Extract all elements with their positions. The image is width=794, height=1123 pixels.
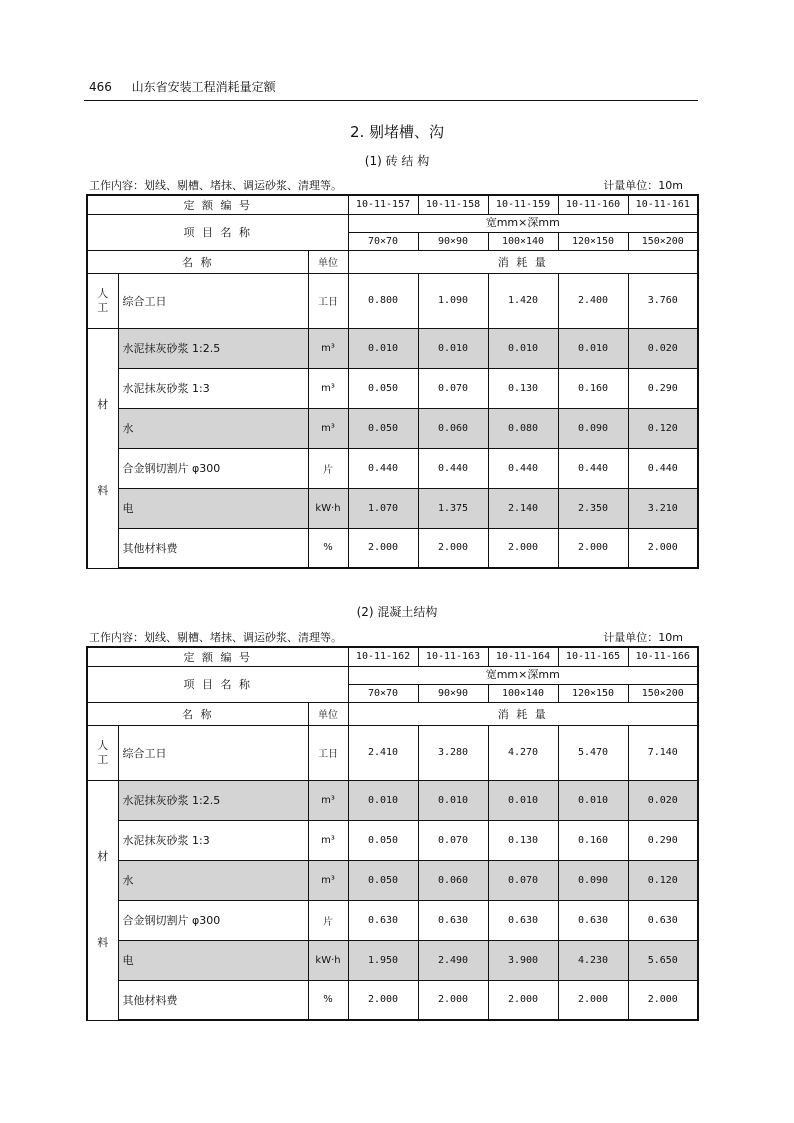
measure-unit: 计量单位：10m [603,631,683,644]
consumption-header: 消 耗 量 [348,250,698,273]
consumption-value: 0.070 [418,820,488,860]
resource-unit: m³ [308,860,348,900]
dimension-value: 90×90 [418,232,488,250]
resource-name: 合金钢切割片 φ300 [118,900,308,940]
consumption-value: 0.010 [558,328,628,368]
resource-unit: m³ [308,780,348,820]
table-1-subtitle: (1) 砖 结 构 [364,154,430,168]
labor-category [87,273,118,328]
consumption-value: 0.010 [488,780,558,820]
column-header-row [87,702,698,725]
item-name-label: 项 目 名 称 [87,666,348,702]
resource-name: 综合工日 [118,725,308,780]
quota-code: 10-11-166 [628,647,698,666]
consumption-value: 0.060 [418,408,488,448]
consumption-value: 0.440 [418,448,488,488]
consumption-value: 4.230 [558,940,628,980]
dimension-header: 宽mm×深mm [348,214,698,232]
section-title: 2. 剔堵槽、沟 [349,123,445,141]
consumption-value: 0.060 [418,860,488,900]
consumption-value: 0.120 [628,860,698,900]
consumption-value: 0.160 [558,820,628,860]
table-row [87,725,698,780]
dimension-value: 100×140 [488,232,558,250]
consumption-value: 0.160 [558,368,628,408]
consumption-value: 0.010 [488,328,558,368]
consumption-value: 1.070 [348,488,418,528]
name-column-header: 名 称 [87,702,308,725]
table-row [87,448,698,488]
code-row [87,195,698,214]
dimension-value: 150×200 [628,684,698,702]
item-name-label: 项 目 名 称 [87,214,348,250]
consumption-value: 0.630 [488,900,558,940]
dim-header-row [87,666,698,684]
consumption-value: 0.010 [348,328,418,368]
consumption-value: 0.130 [488,368,558,408]
quota-code: 10-11-158 [418,195,488,214]
consumption-value: 0.070 [488,860,558,900]
consumption-value: 2.000 [488,528,558,568]
consumption-value: 5.470 [558,725,628,780]
unit-column-header: 单位 [308,250,348,273]
quota-code: 10-11-163 [418,647,488,666]
table-row [87,328,698,368]
consumption-value: 2.350 [558,488,628,528]
consumption-value: 2.000 [418,980,488,1020]
consumption-value: 0.010 [418,328,488,368]
page-header [89,78,276,95]
consumption-value: 0.440 [348,448,418,488]
table-row [87,980,698,1020]
table-row [87,940,698,980]
consumption-value: 0.630 [558,900,628,940]
material-category-label-1: 材 [97,398,109,411]
dimension-value: 70×70 [348,232,418,250]
consumption-value: 0.050 [348,408,418,448]
page-number: 466 [89,80,112,94]
consumption-value: 2.000 [488,980,558,1020]
dimension-header: 宽mm×深mm [348,666,698,684]
resource-name: 水泥抹灰砂浆 1:3 [118,368,308,408]
table-row [87,273,698,328]
material-category-label-2: 料 [97,484,109,497]
consumption-value: 2.000 [348,980,418,1020]
consumption-value: 0.050 [348,860,418,900]
dimension-value: 120×150 [558,684,628,702]
quota-code: 10-11-164 [488,647,558,666]
resource-unit: kW·h [308,488,348,528]
consumption-value: 3.280 [418,725,488,780]
quota-code-label: 定 额 编 号 [87,647,348,666]
resource-unit: kW·h [308,940,348,980]
consumption-value: 1.950 [348,940,418,980]
consumption-value: 4.270 [488,725,558,780]
resource-name: 电 [118,940,308,980]
consumption-value: 5.650 [628,940,698,980]
resource-unit: 片 [308,448,348,488]
table-row [87,408,698,448]
consumption-value: 1.375 [418,488,488,528]
quota-code: 10-11-161 [628,195,698,214]
consumption-value: 0.050 [348,368,418,408]
table-row [87,528,698,568]
material-category [87,328,118,568]
resource-unit: m³ [308,368,348,408]
quota-code: 10-11-160 [558,195,628,214]
consumption-value: 0.290 [628,820,698,860]
dimension-value: 120×150 [558,232,628,250]
consumption-value: 0.020 [628,328,698,368]
work-content: 工作内容：划线、剔槽、堵抹、调运砂浆、清理等。 [89,179,342,192]
consumption-value: 3.760 [628,273,698,328]
resource-name: 其他材料费 [118,528,308,568]
table-row [87,860,698,900]
resource-unit: % [308,980,348,1020]
resource-name: 水 [118,408,308,448]
work-content: 工作内容：划线、剔槽、堵抹、调运砂浆、清理等。 [89,631,342,644]
consumption-value: 0.010 [418,780,488,820]
table-1-work-line [89,177,695,193]
consumption-value: 0.800 [348,273,418,328]
resource-name: 电 [118,488,308,528]
resource-name: 水泥抹灰砂浆 1:2.5 [118,328,308,368]
consumption-value: 2.000 [558,528,628,568]
resource-name: 水 [118,860,308,900]
material-category [87,780,118,1020]
measure-unit: 计量单位：10m [603,179,683,192]
consumption-value: 0.080 [488,408,558,448]
dimension-value: 150×200 [628,232,698,250]
resource-unit: m³ [308,408,348,448]
resource-name: 水泥抹灰砂浆 1:3 [118,820,308,860]
name-column-header: 名 称 [87,250,308,273]
consumption-value: 0.090 [558,408,628,448]
consumption-value: 0.050 [348,820,418,860]
book-title: 山东省安装工程消耗量定额 [131,80,276,94]
material-category-label-1: 材 [97,850,109,863]
consumption-value: 3.900 [488,940,558,980]
consumption-value: 0.010 [348,780,418,820]
consumption-value: 0.440 [488,448,558,488]
table-row [87,900,698,940]
resource-unit: % [308,528,348,568]
material-category-label-2: 料 [97,936,109,949]
consumption-value: 0.630 [418,900,488,940]
unit-column-header: 单位 [308,702,348,725]
consumption-value: 3.210 [628,488,698,528]
consumption-value: 0.120 [628,408,698,448]
consumption-value: 0.440 [628,448,698,488]
dim-header-row [87,214,698,232]
resource-name: 水泥抹灰砂浆 1:2.5 [118,780,308,820]
consumption-value: 2.000 [628,528,698,568]
consumption-value: 2.000 [558,980,628,1020]
table-row [87,488,698,528]
consumption-value: 7.140 [628,725,698,780]
quota-code: 10-11-159 [488,195,558,214]
quota-code: 10-11-165 [558,647,628,666]
consumption-value: 2.000 [348,528,418,568]
table-row [87,368,698,408]
resource-unit: m³ [308,328,348,368]
consumption-value: 2.000 [628,980,698,1020]
dimension-value: 70×70 [348,684,418,702]
consumption-value: 0.070 [418,368,488,408]
quota-code: 10-11-162 [348,647,418,666]
resource-unit: 片 [308,900,348,940]
header-rule [84,100,698,101]
consumption-value: 0.010 [558,780,628,820]
column-header-row [87,250,698,273]
resource-name: 合金钢切割片 φ300 [118,448,308,488]
resource-name: 综合工日 [118,273,308,328]
consumption-header: 消 耗 量 [348,702,698,725]
labor-category-label: 人工 [97,738,109,766]
consumption-value: 0.090 [558,860,628,900]
consumption-value: 2.000 [418,528,488,568]
resource-unit: m³ [308,820,348,860]
resource-unit: 工日 [308,273,348,328]
code-row [87,647,698,666]
labor-category [87,725,118,780]
consumption-value: 0.440 [558,448,628,488]
table-row [87,820,698,860]
consumption-value: 2.140 [488,488,558,528]
quota-code: 10-11-157 [348,195,418,214]
consumption-value: 1.090 [418,273,488,328]
table-2-subtitle: (2) 混凝土结构 [356,605,438,619]
resource-name: 其他材料费 [118,980,308,1020]
quota-table [86,646,699,1021]
quota-code-label: 定 额 编 号 [87,195,348,214]
dimension-value: 90×90 [418,684,488,702]
consumption-value: 0.130 [488,820,558,860]
consumption-value: 0.020 [628,780,698,820]
consumption-value: 0.630 [628,900,698,940]
consumption-value: 1.420 [488,273,558,328]
resource-unit: 工日 [308,725,348,780]
dimension-value: 100×140 [488,684,558,702]
consumption-value: 0.290 [628,368,698,408]
consumption-value: 0.630 [348,900,418,940]
consumption-value: 2.410 [348,725,418,780]
quota-table [86,194,699,569]
consumption-value: 2.400 [558,273,628,328]
table-row [87,780,698,820]
table-2-work-line [89,629,695,645]
labor-category-label: 人工 [97,286,109,314]
consumption-value: 2.490 [418,940,488,980]
